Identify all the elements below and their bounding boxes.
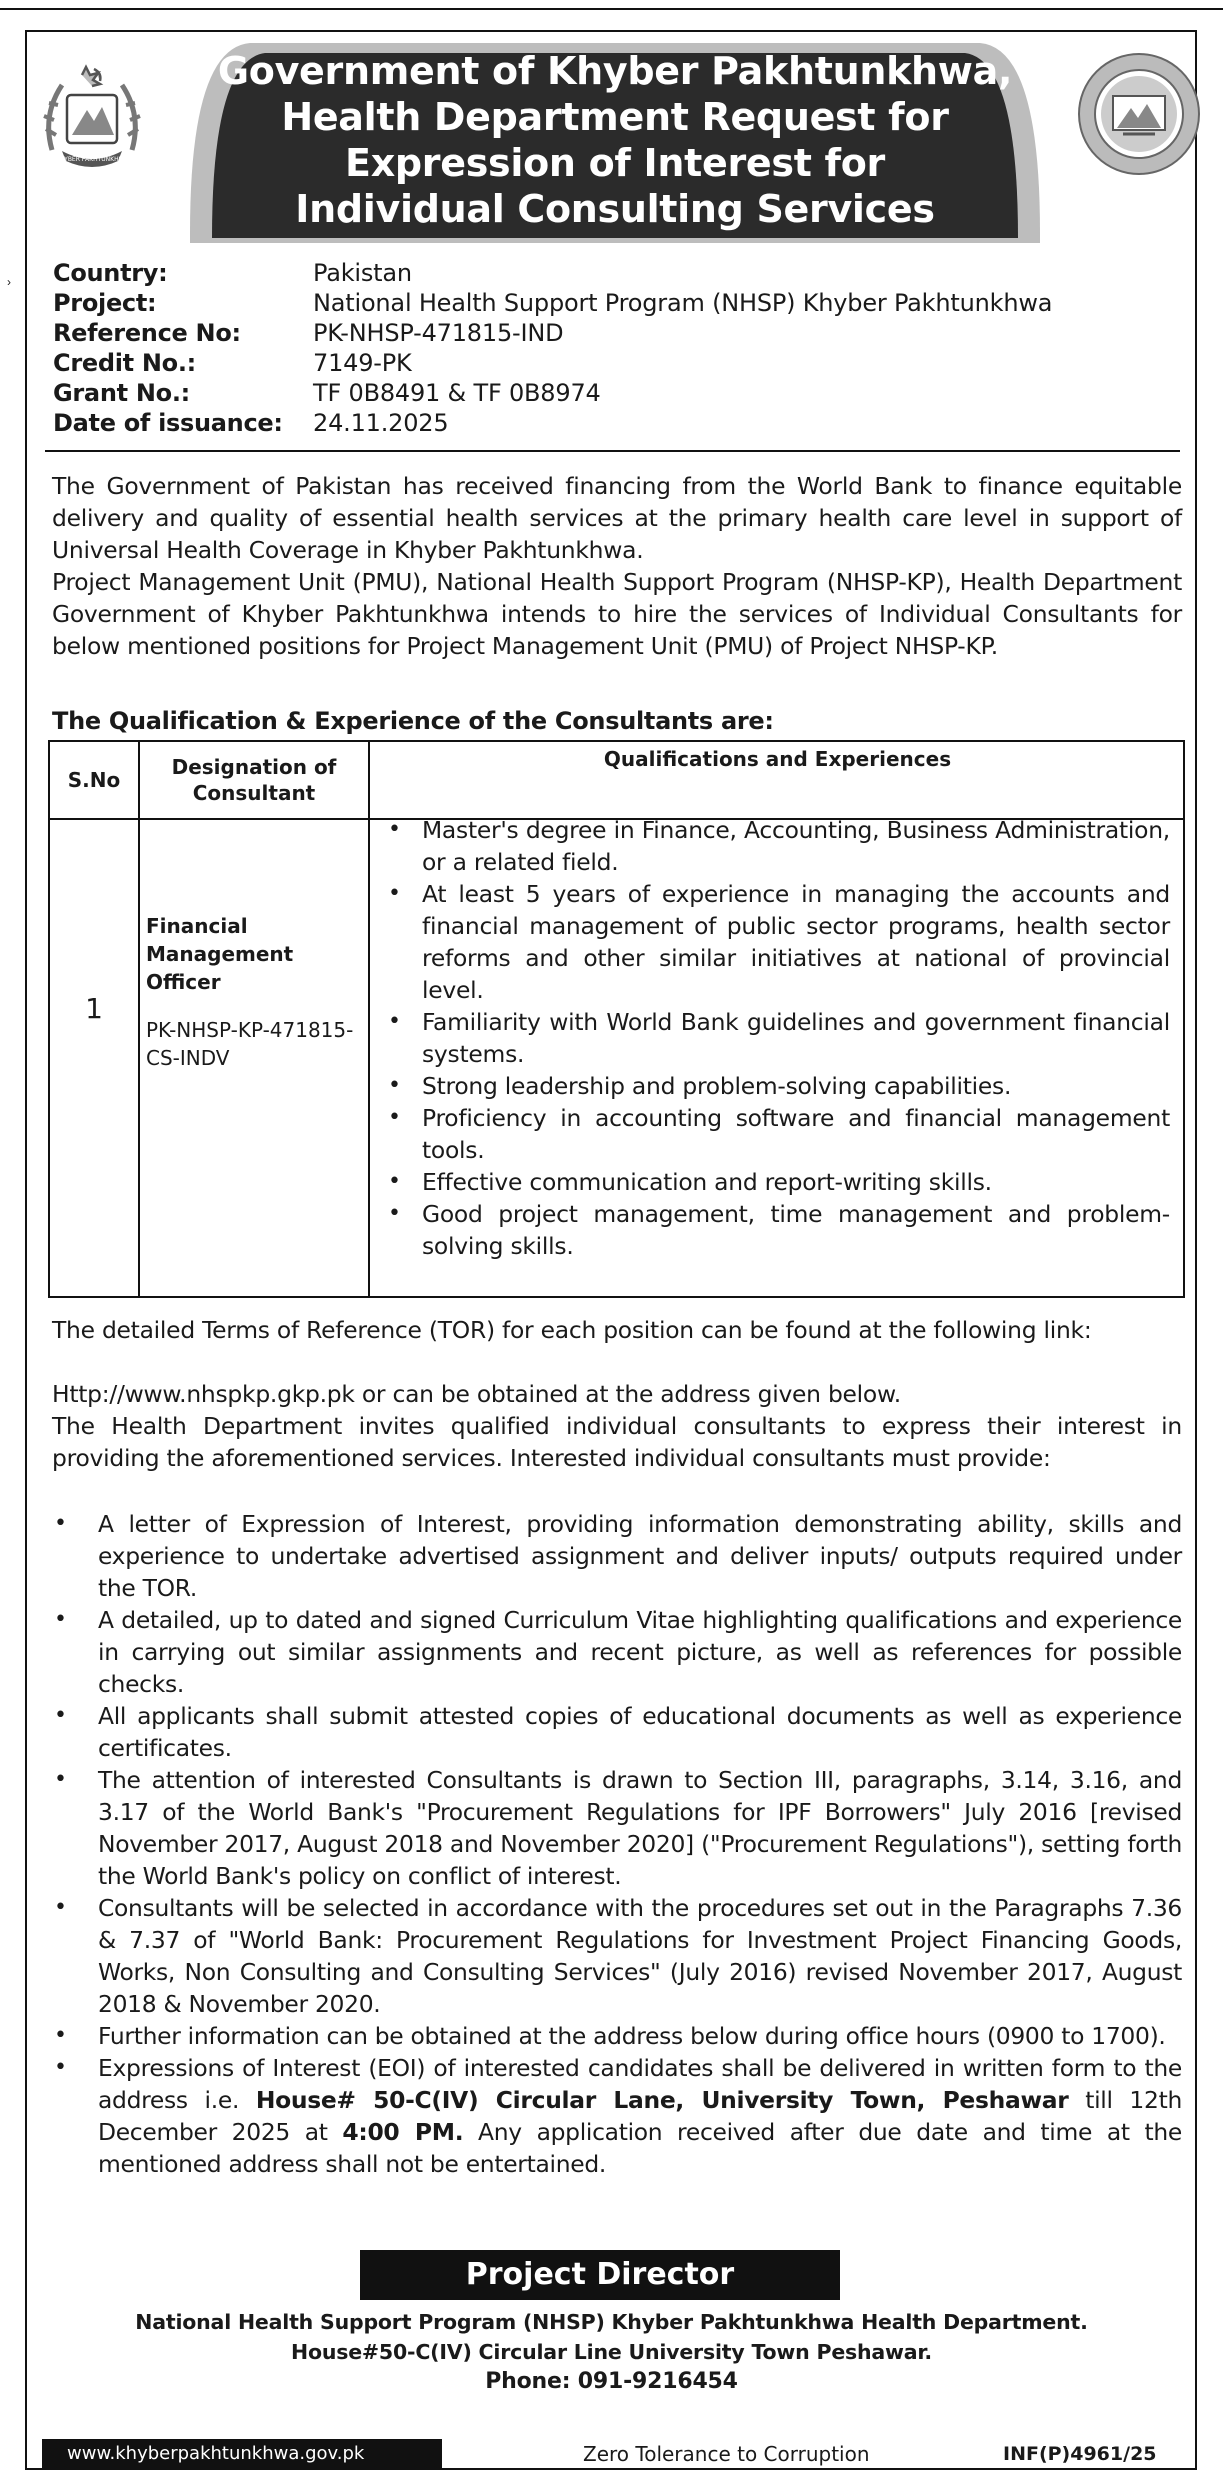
info-value: Pakistan [313,259,412,287]
submission-address: House# 50-C(IV) Circular Lane, University Town, Peshawar [255,2086,1069,2114]
top-rule [0,8,1223,10]
requirement-item: • All applicants shall submit attested copies of educational documents as well as experience certificates. [52,1700,1182,1764]
title-banner [190,38,1040,243]
invitation-paragraph: The Health Department invites qualified individual consultants to express their interest in providing the aforementioned services. Interested individual consultants must provide: [52,1412,1182,1472]
submission-text: Any application received after due date and time at the mentioned address shall not be entertained. [98,2118,1182,2178]
info-label: Reference No: [53,319,241,347]
title-line-4: Individual Consulting Services [295,187,935,231]
info-label: Grant No.: [53,379,190,407]
qualifications-list [370,814,1170,1262]
consultants-table [48,740,1185,1298]
requirement-item: • Further information can be obtained at the address below during office hours (0900 to 1700). [52,2020,1182,2052]
info-row-country [53,258,1173,288]
info-label: Date of issuance: [53,409,283,437]
kp-government-emblem-logo [32,55,152,175]
title-line-3: Expression of Interest for [345,141,885,185]
info-row-date [53,408,1173,438]
qualification-item: • Strong leadership and problem-solving capabilities. [370,1070,1170,1102]
requirement-item: • A letter of Expression of Interest, providing information demonstrating ability, skills and experience to undertake advertised assignment and deliver inputs/ outputs required under the TOR. [52,1508,1182,1604]
requirement-item: • The attention of interested Consultants is drawn to Section III, paragraphs, 3.14, 3.16, and 3.17 of the World Bank's "Procurement Regulations for IPF Borrowers" July 2016 [revised November 2017, August 2018 and November 2020] ("Procurement Regulations"), setting forth the World Bank's policy on conflict of interest. [52,1764,1182,1892]
advert-reference: INF(P)4961/25 [1003,2443,1157,2465]
info-row-credit [53,348,1173,378]
svg-text:KHYBER PAKHTUNKHWA: KHYBER PAKHTUNKHWA [55,156,129,163]
info-value: 7149-PK [313,349,412,377]
submission-text: Expressions of Interest (EOI) of interested candidates shall be delivered in written form to the address i.e. [98,2054,1182,2114]
requirement-item: • Consultants will be selected in accordance with the procedures set out in the Paragraphs 7.36 & 7.37 of "World Bank: Procurement Regulations for Investment Project Financing Goods, Works, Non Consulting and Consulting Services" (July 2016) revised November 2017, August 2018 & November 2020. [52,1892,1182,2020]
qualification-item: • Effective communication and report-writing skills. [370,1166,1170,1198]
info-label: Credit No.: [53,349,196,377]
title-line-1: Government of Khyber Pakhtunkhwa, [217,49,1013,93]
website-label: www.khyberpakhtunkhwa.gov.pk [42,2439,442,2469]
designation-code: PK-NHSP-KP-471815-CS-INDV [146,1018,354,1070]
info-label: Project: [53,289,157,317]
submission-time: 4:00 PM. [342,2118,464,2146]
info-row-reference [53,318,1173,348]
info-value: National Health Support Program (NHSP) Khyber Pakhtunkhwa [313,289,1053,317]
info-value: TF 0B8491 & TF 0B8974 [313,379,601,407]
footer-organization: National Health Support Program (NHSP) Khyber Pakhtunkhwa Health Department. [135,2310,1088,2334]
intro-paragraph-1: The Government of Pakistan has received financing from the World Bank to finance equitable delivery and quality of essential health services at the primary health care level in support of Universal Health Coverage in Khyber Pakhtunkhwa. [52,472,1182,564]
qualification-item: • Proficiency in accounting software and financial management tools. [370,1102,1170,1166]
info-value: PK-NHSP-471815-IND [313,319,564,347]
column-header-qualifications: Qualifications and Experiences [603,747,952,771]
qualification-item: • Master's degree in Finance, Accounting, Business Administration, or a related field. [370,814,1170,878]
submission-text: till 12th December 2025 at [98,2086,1182,2146]
project-director-label: Project Director [360,2250,840,2300]
table-column-rule [138,742,140,1296]
info-row-grant [53,378,1173,408]
bottom-bar [28,2439,1194,2469]
tor-link: Http://www.nhspkp.gkp.pk or can be obtained at the address given below. [52,1380,901,1408]
footer-address: House#50-C(IV) Circular Line University Town Peshawar. [290,2340,933,2364]
column-header-sno: S.No [67,768,121,792]
info-label: Country: [53,259,168,287]
column-header-designation: Designation of Consultant [171,755,337,805]
footer-phone: Phone: 091-9216454 [485,2369,738,2394]
qualification-item: • At least 5 years of experience in managing the accounts and financial management of public sector programs, health sector reforms and other similar initiatives at national of provincial level. [370,878,1170,1006]
info-value: 24.11.2025 [313,409,449,437]
table-cell-designation [146,912,366,1072]
designation-title: Financial Management Officer [146,914,294,994]
requirement-item: • A detailed, up to dated and signed Curriculum Vitae highlighting qualifications and experience in carrying out similar assignments and recent picture, as well as references for possible checks. [52,1604,1182,1700]
divider [45,450,1180,452]
tor-paragraph: The detailed Terms of Reference (TOR) for each position can be found at the following link: [52,1316,1092,1344]
requirement-item-submission [52,2052,1182,2180]
table-cell-sno: 1 [85,992,103,1025]
title-line-2: Health Department Request for [281,95,949,139]
info-row-project [53,288,1173,318]
margin-mark: › [7,275,11,289]
anti-corruption-slogan: Zero Tolerance to Corruption [583,2442,870,2466]
requirements-list [52,1508,1182,2180]
intro-paragraph-2: Project Management Unit (PMU), National Health Support Program (NHSP-KP), Health Department Government of Khyber Pakhtunkhwa intends to hire the services of Individual Consultants for below mentioned positions for Project Management Unit (PMU) of Project NHSP-KP. [52,568,1182,660]
table-heading: The Qualification & Experience of the Consultants are: [52,707,774,735]
health-department-seal-logo [1075,50,1203,178]
qualification-item: • Familiarity with World Bank guidelines and government financial systems. [370,1006,1170,1070]
qualification-item: • Good project management, time management and problem-solving skills. [370,1198,1170,1262]
